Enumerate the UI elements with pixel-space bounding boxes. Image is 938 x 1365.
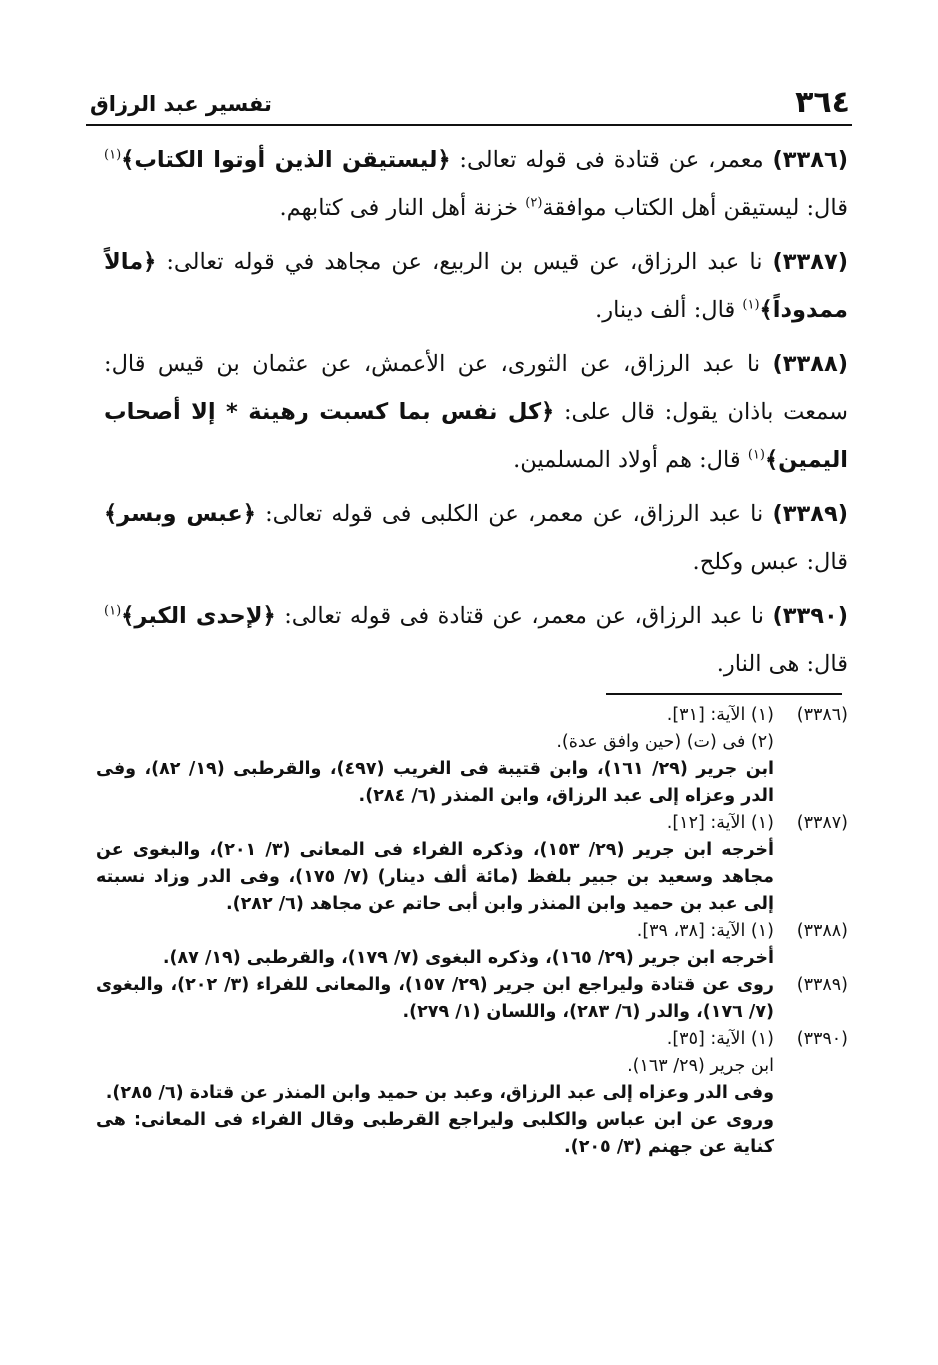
- entry-lead: نا عبد الرزاق، عن قيس بن الربيع، عن مجاهد في قوله تعالى:: [166, 249, 763, 275]
- entry-number: (٣٣٨٧): [772, 249, 849, 275]
- footnote-line: (٢) فى (ت) (حين وافق عدة).: [556, 732, 774, 752]
- footnote-line: وروى عن ابن عباس والكلبى وليراجع القرطبى وقال الفراء فى المعانى: هى كناية عن جهنم (٣/ ٢٠٥).: [96, 1110, 774, 1157]
- header-rule: [86, 124, 852, 126]
- footnote-line: ابن جرير (٢٩/ ١٦٣).: [627, 1056, 774, 1076]
- footnote-line: (١) الآية: [٣١].: [666, 705, 774, 725]
- footnote-group-3386: [96, 702, 848, 810]
- entry-3387: [104, 238, 848, 334]
- footnote-separator: [606, 693, 842, 695]
- quran-verse: ﴿عبس وبسر﴾: [104, 501, 256, 527]
- footnotes: [96, 702, 848, 1161]
- footnote-group-3389: [96, 972, 848, 1026]
- footnote-marker: (١): [104, 147, 122, 163]
- running-title: تفسير عبد الرزاق: [90, 92, 272, 116]
- footnote-line: (١) الآية: [٣٥].: [666, 1029, 774, 1049]
- main-text: [104, 136, 848, 694]
- quran-verse: ﴿كل نفس بما كسبت رهينة * إلا أصحاب اليمين﴾: [104, 399, 848, 473]
- footnote-line: (١) الآية: [١٢].: [666, 813, 774, 833]
- footnote-line: روى عن قتادة وليراجع ابن جرير (٢٩/ ١٥٧)، والمعانى للفراء (٣/ ٢٠٢)، والبغوى (٧/ ١٧٦)، والدر (٦/ ٢٨٣)، واللسان (١/ ٢٧٩).: [96, 975, 775, 1022]
- quran-verse: ﴿ليستيقن الذين أوتوا الكتاب﴾: [121, 147, 451, 173]
- page-header: [90, 86, 850, 126]
- entry-lead: نا عبد الرزاق، عن معمر، عن الكلبى فى قوله تعالى:: [265, 501, 764, 527]
- footnote-label: (٣٣٨٩): [796, 975, 848, 995]
- entry-rest: قال: عبس وكلح.: [692, 549, 848, 575]
- footnote-group-3388: [96, 918, 848, 972]
- entry-3390: [104, 592, 848, 688]
- entry-rest: قال: هم أولاد المسلمين.: [513, 447, 741, 473]
- entry-number: (٣٣٨٦): [772, 147, 848, 173]
- footnote-line: أخرجه ابن جرير (٢٩/ ١٥٣)، وذكره الفراء فى المعانى (٣/ ٢٠١)، والبغوى عن مجاهد وسعيد بن جبير بلفظ (مائة ألف دينار) (٧/ ١٧٥)، وفى الدر وزاد نسبته إلى عبد بن حميد وابن المنذر وابن أبى حاتم عن مجاهد (٦/ ٢٨٢).: [96, 840, 775, 914]
- page-number: ٣٦٤: [795, 85, 850, 120]
- entry-rest: قال: هى النار.: [716, 651, 848, 677]
- footnote-marker: (٢): [525, 195, 543, 211]
- entry-number: (٣٣٨٨): [772, 351, 848, 377]
- entry-rest: قال: ألف دينار.: [595, 297, 736, 323]
- entry-3388: [104, 340, 848, 484]
- footnote-line: أخرجه ابن جرير (٢٩/ ١٦٥)، وذكره البغوى (٧/ ١٧٩)، والقرطبى (١٩/ ٨٧).: [162, 948, 774, 968]
- footnote-line: وفى الدر وعزاه إلى عبد الرزاق، وعبد بن حميد وابن المنذر عن قتادة (٦/ ٢٨٥).: [105, 1083, 774, 1103]
- quran-verse: ﴿لإحدى الكبر﴾: [121, 603, 276, 629]
- quran-verse: ﴿مالاً ممدوداً﴾: [104, 249, 848, 323]
- footnote-group-3387: [96, 810, 848, 918]
- footnote-marker: (١): [742, 297, 760, 313]
- entry-3389: [104, 490, 848, 586]
- footnote-label: (٣٣٨٧): [796, 813, 848, 833]
- entry-number: (٣٣٨٩): [772, 501, 848, 527]
- footnote-line: ابن جرير (٢٩/ ١٦١)، وابن قتيبة فى الغريب (٤٩٧)، والقرطبى (١٩/ ٨٢)، وفى الدر وعزاه إلى عبد الرزاق، وابن المنذر (٦/ ٢٨٤).: [96, 759, 775, 806]
- footnote-label: (٣٣٩٠): [796, 1029, 848, 1049]
- entry-3386: [104, 136, 848, 232]
- entry-lead: معمر، عن قتادة فى قوله تعالى:: [459, 147, 764, 173]
- entry-lead: نا عبد الرزاق، عن معمر، عن قتادة فى قوله تعالى:: [284, 603, 764, 629]
- footnote-group-3390: [96, 1026, 848, 1161]
- footnote-label: (٣٣٨٦): [796, 705, 848, 725]
- footnote-marker: (١): [747, 447, 765, 463]
- entry-number: (٣٣٩٠): [772, 603, 849, 629]
- entry-rest: قال: ليستيقن أهل الكتاب موافقة: [542, 195, 848, 221]
- entry-lead: نا عبد الرزاق، عن الثورى، عن الأعمش، عن عثمان بن قيس قال: سمعت باذان يقول: قال على:: [104, 351, 848, 425]
- footnote-marker: (١): [104, 603, 122, 619]
- footnote-line: (١) الآية: [٣٨، ٣٩].: [636, 921, 774, 941]
- entry-rest: خزنة أهل النار فى كتابهم.: [279, 195, 519, 221]
- footnote-label: (٣٣٨٨): [796, 921, 848, 941]
